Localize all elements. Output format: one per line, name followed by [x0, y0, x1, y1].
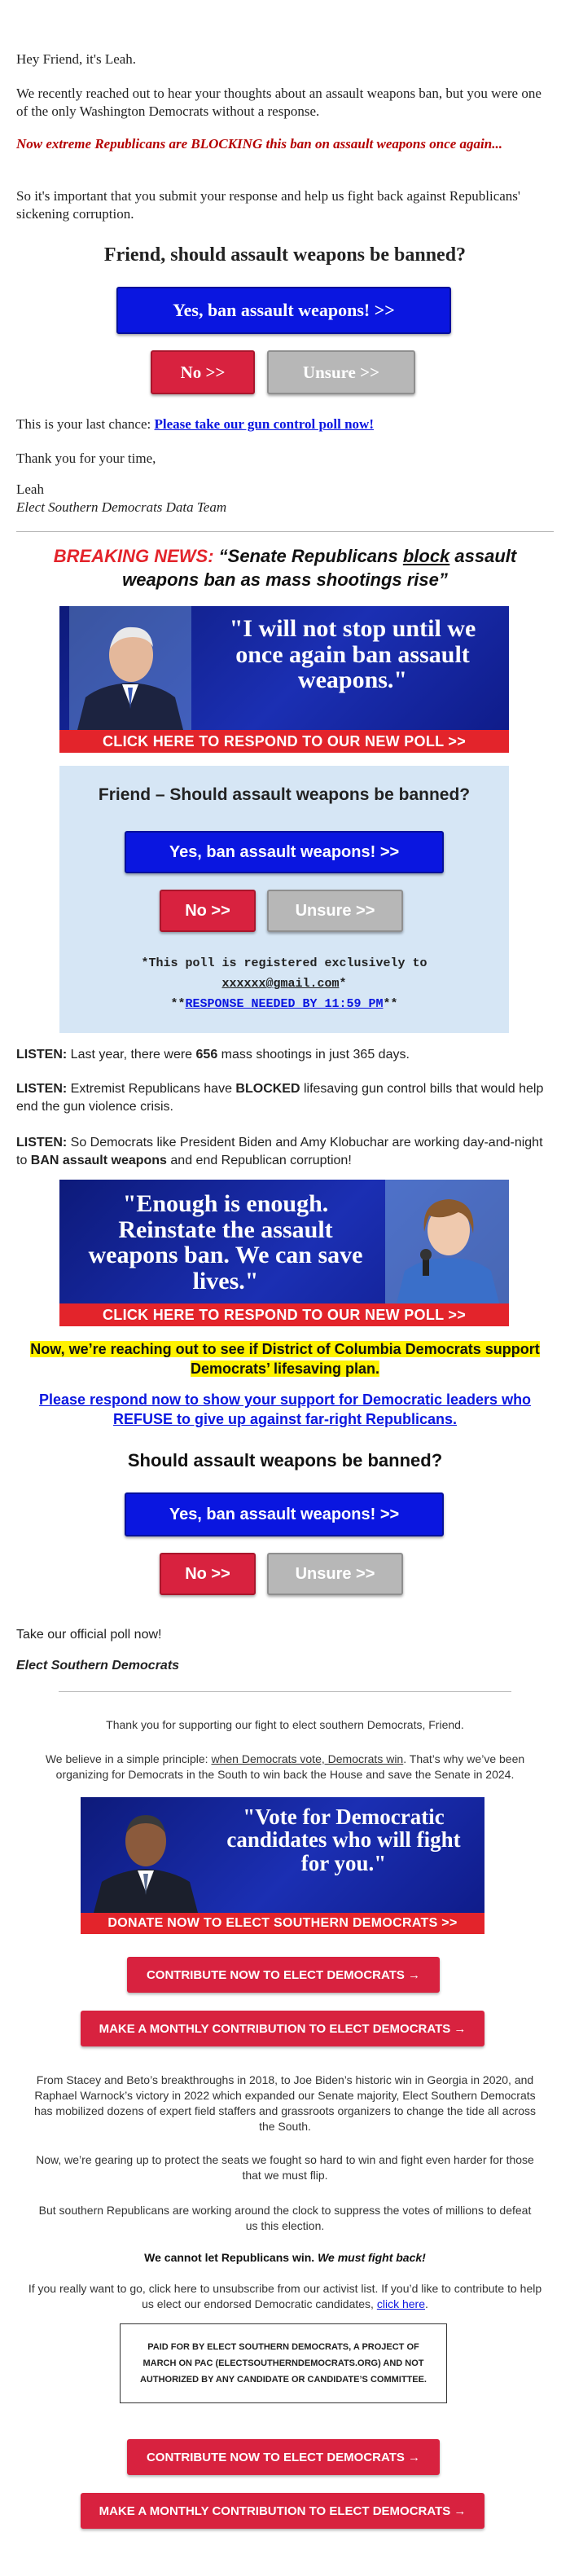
registered-email: xxxxxx@gmail.com — [221, 977, 340, 991]
listen-label: LISTEN: — [16, 1082, 68, 1096]
response-needed-line: **RESPONSE NEEDED BY 11:59 PM** — [170, 997, 398, 1011]
yes-ban-button[interactable]: Yes, ban assault weapons! >> — [116, 287, 451, 334]
speaker-portrait-icon — [89, 1797, 203, 1913]
banner-1-cta[interactable]: CLICK HERE TO RESPOND TO OUR NEW POLL >> — [59, 730, 509, 753]
alert-text: Now extreme Republicans are BLOCKING this ban on assault weapons once again... — [16, 136, 502, 152]
breaking-label: BREAKING NEWS: — [53, 546, 214, 566]
speaker-portrait-icon — [385, 1180, 509, 1303]
footer-divider — [59, 1691, 511, 1692]
footer-principle — [33, 1752, 537, 1783]
no-button[interactable]: No >> — [151, 350, 255, 394]
listen-bold: BAN assault weapons — [30, 1154, 167, 1167]
listen-bold: 656 — [195, 1048, 218, 1062]
donate-banner-cta[interactable]: DONATE NOW TO ELECT SOUTHERN DEMOCRATS >> — [81, 1913, 484, 1934]
breaking-headline — [16, 544, 554, 591]
contribute-button-2[interactable]: CONTRIBUTE NOW TO ELECT DEMOCRATS → — [127, 2439, 440, 2475]
listen-item — [16, 1046, 554, 1064]
greeting: Hey Friend, it's Leah. — [16, 51, 137, 67]
speaker-portrait-icon — [69, 606, 191, 730]
fight-back-italic: We must fight back! — [318, 2251, 426, 2264]
footer-suppression: But southern Republicans are working around the clock to suppress the votes of millions to defeat us this election. — [38, 2204, 532, 2232]
fight-back-bold: We cannot let Republicans win. — [144, 2251, 318, 2264]
divider — [16, 531, 554, 532]
registered-text: *This poll is registered exclusively to — [141, 956, 428, 970]
listen-text: and end Republican corruption! — [166, 1154, 352, 1167]
breaking-text-before: “Senate Republicans — [213, 546, 403, 566]
contribute-link[interactable]: click here — [376, 2297, 425, 2310]
importance-text: So it's important that you submit your response and help us fight back against Republicans' sickening corruption. — [16, 188, 520, 222]
thanks-text: Thank you for your time, — [16, 451, 156, 466]
unsubscribe-after: . — [424, 2297, 428, 2310]
poll-box — [59, 766, 509, 1033]
listen-text: Extremist Republicans have — [67, 1082, 236, 1096]
unsure-button-2[interactable]: Unsure >> — [267, 1553, 403, 1595]
intro-text: We recently reached out to hear your thoughts about an assault weapons ban, but you were one of the only Washington Democrats without a response. — [16, 86, 542, 119]
highlight-span: Now, we’re reaching out to see if District of Columbia Democrats support Democrats’ lifesaving plan. — [30, 1341, 540, 1377]
banner-2-quote: "Enough is enough. Reinstate the assault weapons ban. We can save lives." — [88, 1190, 363, 1295]
poll-unsure-button[interactable]: Unsure >> — [267, 890, 403, 932]
listen-item — [16, 1134, 554, 1170]
listen-text: So Democrats like President Biden and Amy Klobuchar are working day-and-night to — [16, 1136, 543, 1167]
listen-bold: BLOCKED — [235, 1082, 300, 1096]
yes-ban-button-2[interactable]: Yes, ban assault weapons! >> — [125, 1492, 444, 1536]
poll-link[interactable]: Please take our gun control poll now! — [154, 416, 374, 432]
question-heading: Friend, should assault weapons be banned? — [103, 244, 467, 266]
question-2-heading: Should assault weapons be banned? — [127, 1450, 443, 1470]
disclaimer-text: PAID FOR BY ELECT SOUTHERN DEMOCRATS, A PROJECT OF MARCH ON PAC (ELECTSOUTHERNDEMOCRATS.ORG) AND NOT AUTHORIZED BY ANY CANDIDATE OR CANDIDATE’S COMMITTEE. — [139, 2342, 427, 2385]
unsure-button[interactable]: Unsure >> — [267, 350, 415, 394]
donate-banner-quote: "Vote for Democratic candidates who will fight for you." — [226, 1805, 461, 1875]
respond-line — [16, 1390, 554, 1429]
poll-registration — [59, 953, 509, 1014]
footer-gearing-up: Now, we’re gearing up to protect the seats we fought so hard to win and fight even harder for those that we must flip. — [36, 2153, 534, 2182]
listen-item — [16, 1080, 554, 1116]
monthly-contribution-button-2[interactable]: MAKE A MONTHLY CONTRIBUTION TO ELECT DEMOCRATS → — [81, 2493, 484, 2529]
donate-banner[interactable] — [81, 1797, 484, 1934]
principle-before: We believe in a simple principle: — [45, 1752, 212, 1765]
respond-link[interactable]: Please respond now to show your support for Democratic leaders who REFUSE to give up against far-right Republicans. — [38, 1391, 532, 1427]
listen-text: Last year, there were — [67, 1048, 196, 1062]
poll-banner-1[interactable] — [59, 606, 509, 753]
poll-box-question: Friend – Should assault weapons be banned? — [98, 785, 471, 804]
signer-name: Leah — [16, 481, 44, 497]
monthly-contribution-button[interactable]: MAKE A MONTHLY CONTRIBUTION TO ELECT DEMOCRATS → — [81, 2011, 484, 2046]
unsubscribe-text — [24, 2281, 546, 2312]
highlight-text — [16, 1339, 554, 1378]
poll-yes-button[interactable]: Yes, ban assault weapons! >> — [125, 831, 444, 873]
listen-label: LISTEN: — [16, 1136, 68, 1150]
contribute-button[interactable]: CONTRIBUTE NOW TO ELECT DEMOCRATS → — [127, 1957, 440, 1993]
principle-link[interactable]: when Democrats vote, Democrats win — [211, 1752, 404, 1765]
last-chance — [16, 415, 554, 433]
response-needed-link[interactable]: RESPONSE NEEDED BY 11:59 PM — [185, 997, 384, 1011]
banner-2-cta[interactable]: CLICK HERE TO RESPOND TO OUR NEW POLL >> — [59, 1303, 509, 1326]
last-chance-prefix: This is your last chance: — [16, 416, 155, 432]
disclaimer-box — [120, 2323, 447, 2403]
no-button-2[interactable]: No >> — [160, 1553, 256, 1595]
unsubscribe-before: If you really want to go, click here to unsubscribe from our activist list. If you’d like to contribute to help us elect our endorsed Democratic candidates, — [28, 2282, 542, 2310]
org-signature: Elect Southern Democrats — [16, 1659, 180, 1673]
breaking-text-underlined: block — [402, 546, 450, 566]
listen-text: mass shootings in just 365 days. — [217, 1048, 410, 1062]
banner-1-quote: "I will not stop until we once again ban assault weapons." — [229, 615, 476, 693]
team-name: Elect Southern Democrats Data Team — [16, 499, 227, 515]
poll-no-button[interactable]: No >> — [160, 890, 256, 932]
listen-text: lifesaving gun control bills that would help end the gun violence crisis. — [16, 1082, 544, 1114]
footer-history: From Stacey and Beto’s breakthroughs in 2018, to Joe Biden’s historic win in Georgia in 2020, and Raphael Warnock’s victory in 2022 which expanded our Senate majority, Elect Southern Democrats has mobilized dozens of expert field staffers and grassroots organizers to change the tide all across the South. — [33, 2073, 537, 2133]
breaking-text-after: assault weapons ban as mass shootings rise” — [122, 546, 517, 590]
registered-email-line: xxxxxx@gmail.com* — [221, 977, 347, 991]
footer-fight-back — [33, 2250, 537, 2266]
listen-label: LISTEN: — [16, 1048, 68, 1062]
footer-thanks: Thank you for supporting our fight to elect southern Democrats, Friend. — [106, 1718, 464, 1731]
poll-banner-2[interactable] — [59, 1180, 509, 1326]
principle-after: . That’s why we’ve been organizing for Democrats in the South to win back the House and save the Senate in 2024. — [55, 1752, 525, 1781]
take-poll-text: Take our official poll now! — [16, 1628, 162, 1642]
